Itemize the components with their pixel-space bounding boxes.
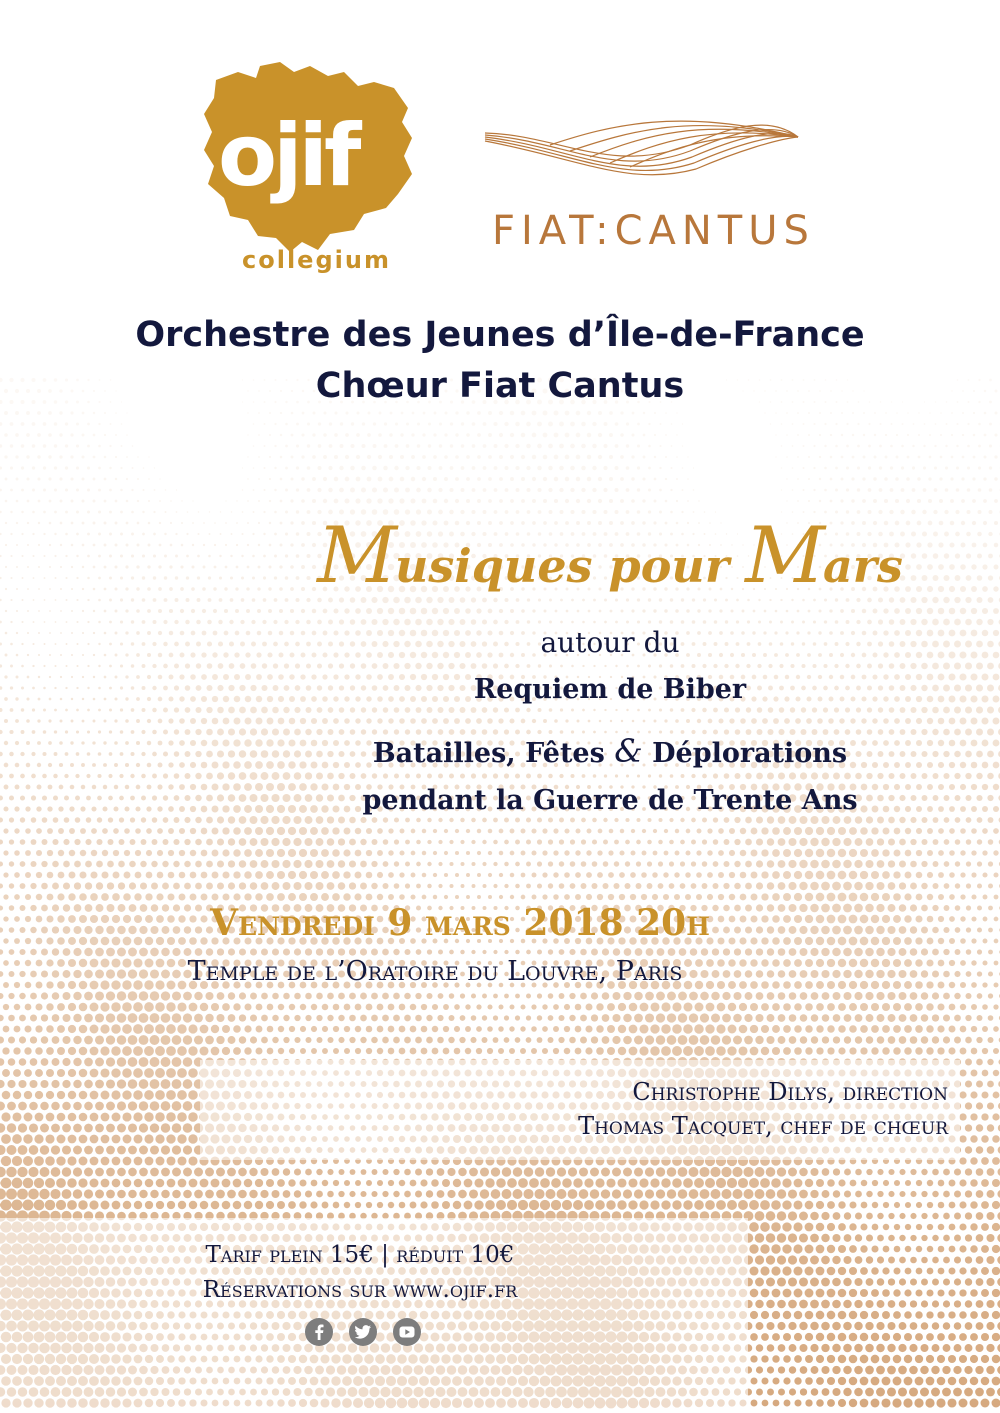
- concert-title: [300, 510, 920, 604]
- facebook-icon[interactable]: [305, 1318, 333, 1346]
- ojif-subtitle: collegium: [242, 246, 391, 274]
- social-links: [305, 1318, 421, 1346]
- credits-panel: [200, 1060, 960, 1160]
- choir-name: Chœur Fiat Cantus: [315, 366, 685, 406]
- title-part-1: usiques pour: [394, 539, 746, 593]
- orchestra-name: Orchestre des Jeunes d’Île-de-France: [135, 315, 865, 355]
- booking-info: Réservations sur www.ojif.fr: [202, 1277, 518, 1303]
- conductor-credit: Christophe Dilys, direction: [632, 1078, 948, 1106]
- fiat-cantus-wordmark: FIAT:CANTUS: [492, 208, 815, 254]
- program-line-2: pendant la Guerre de Trente Ans: [362, 785, 858, 816]
- title-initial-1: M: [317, 511, 395, 601]
- ojif-logo: [198, 58, 420, 280]
- ojif-wordmark: ojif: [218, 106, 358, 206]
- fiat-cantus-logo: [480, 105, 815, 265]
- ampersand: &: [614, 732, 643, 770]
- youtube-icon[interactable]: [393, 1318, 421, 1346]
- program-intro: autour du: [540, 626, 680, 659]
- title-part-2: ars: [822, 539, 903, 593]
- featured-work: Requiem de Biber: [473, 674, 747, 705]
- program-line-1b: Déplorations: [642, 738, 848, 769]
- event-venue: Temple de l’Oratoire du Louvre, Paris: [187, 956, 683, 987]
- program-line-1a: Batailles, Fêtes: [372, 738, 615, 769]
- title-initial-2: M: [745, 511, 823, 601]
- chorus-master-credit: Thomas Tacquet, chef de chœur: [578, 1112, 948, 1140]
- twitter-icon[interactable]: [349, 1318, 377, 1346]
- ticket-prices: Tarif plein 15€ | réduit 10€: [205, 1242, 515, 1268]
- event-date: Vendredi 9 mars 2018 20h: [210, 902, 710, 944]
- program-line-1: [300, 732, 920, 770]
- wave-lines-icon: [480, 105, 810, 205]
